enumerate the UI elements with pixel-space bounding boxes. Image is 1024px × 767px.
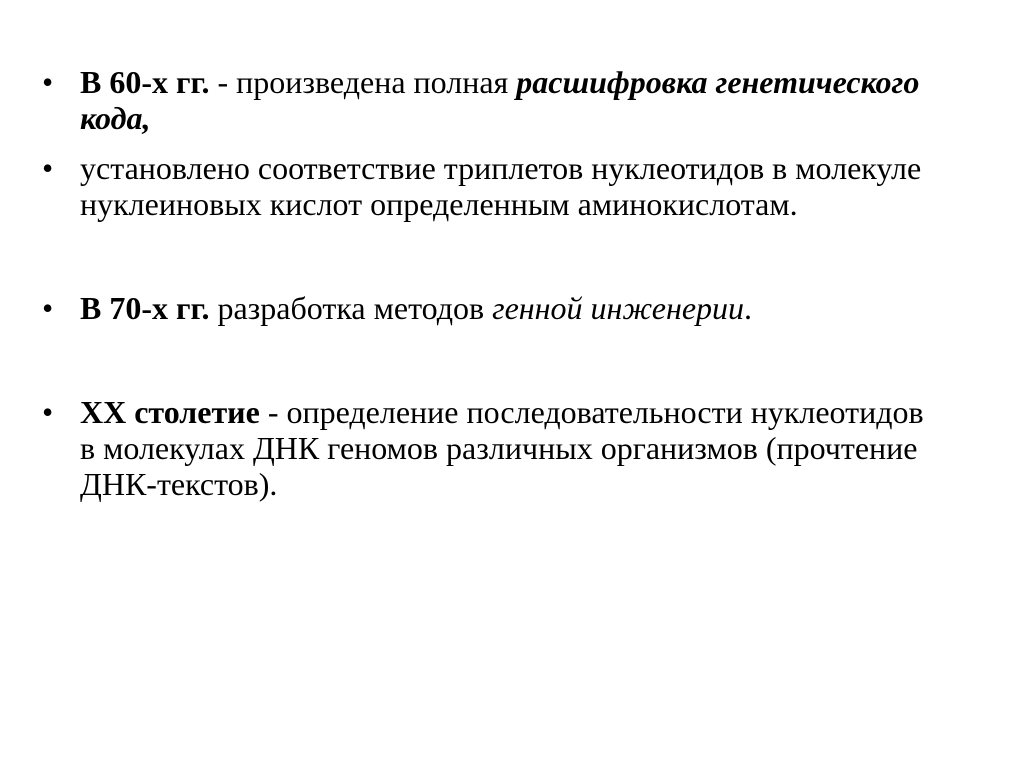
bullet-icon: • [42, 150, 54, 186]
emphasis-text: генной инженерии [492, 290, 745, 326]
bullet-item-70s [42, 290, 942, 326]
bullet-icon: • [42, 290, 54, 326]
bullet-icon: • [42, 64, 54, 100]
emphasis-text: расшифровка генетического кода, [80, 64, 920, 136]
bullet-list [42, 64, 942, 502]
year-label: В 70-х гг. [80, 290, 210, 326]
year-label: В 60-х гг. [80, 64, 210, 100]
bullet-icon: • [42, 394, 54, 430]
bullet-item-60s [42, 64, 942, 136]
year-label: XX столетие [80, 394, 260, 430]
item-text: - произведена полная [209, 64, 517, 100]
item-text: - определение последовательности нуклеотидов в молекулах ДНК геномов различных организмов (прочтение ДНК-текстов). [80, 394, 924, 502]
item-text: установлено соответствие триплетов нуклеотидов в молекуле нуклеиновых кислот определенным аминокислотам. [80, 150, 922, 222]
bullet-item-20th-century [42, 394, 942, 502]
item-tail: . [744, 290, 753, 326]
item-text: разработка методов [209, 290, 493, 326]
bullet-item-triplets [42, 150, 942, 222]
